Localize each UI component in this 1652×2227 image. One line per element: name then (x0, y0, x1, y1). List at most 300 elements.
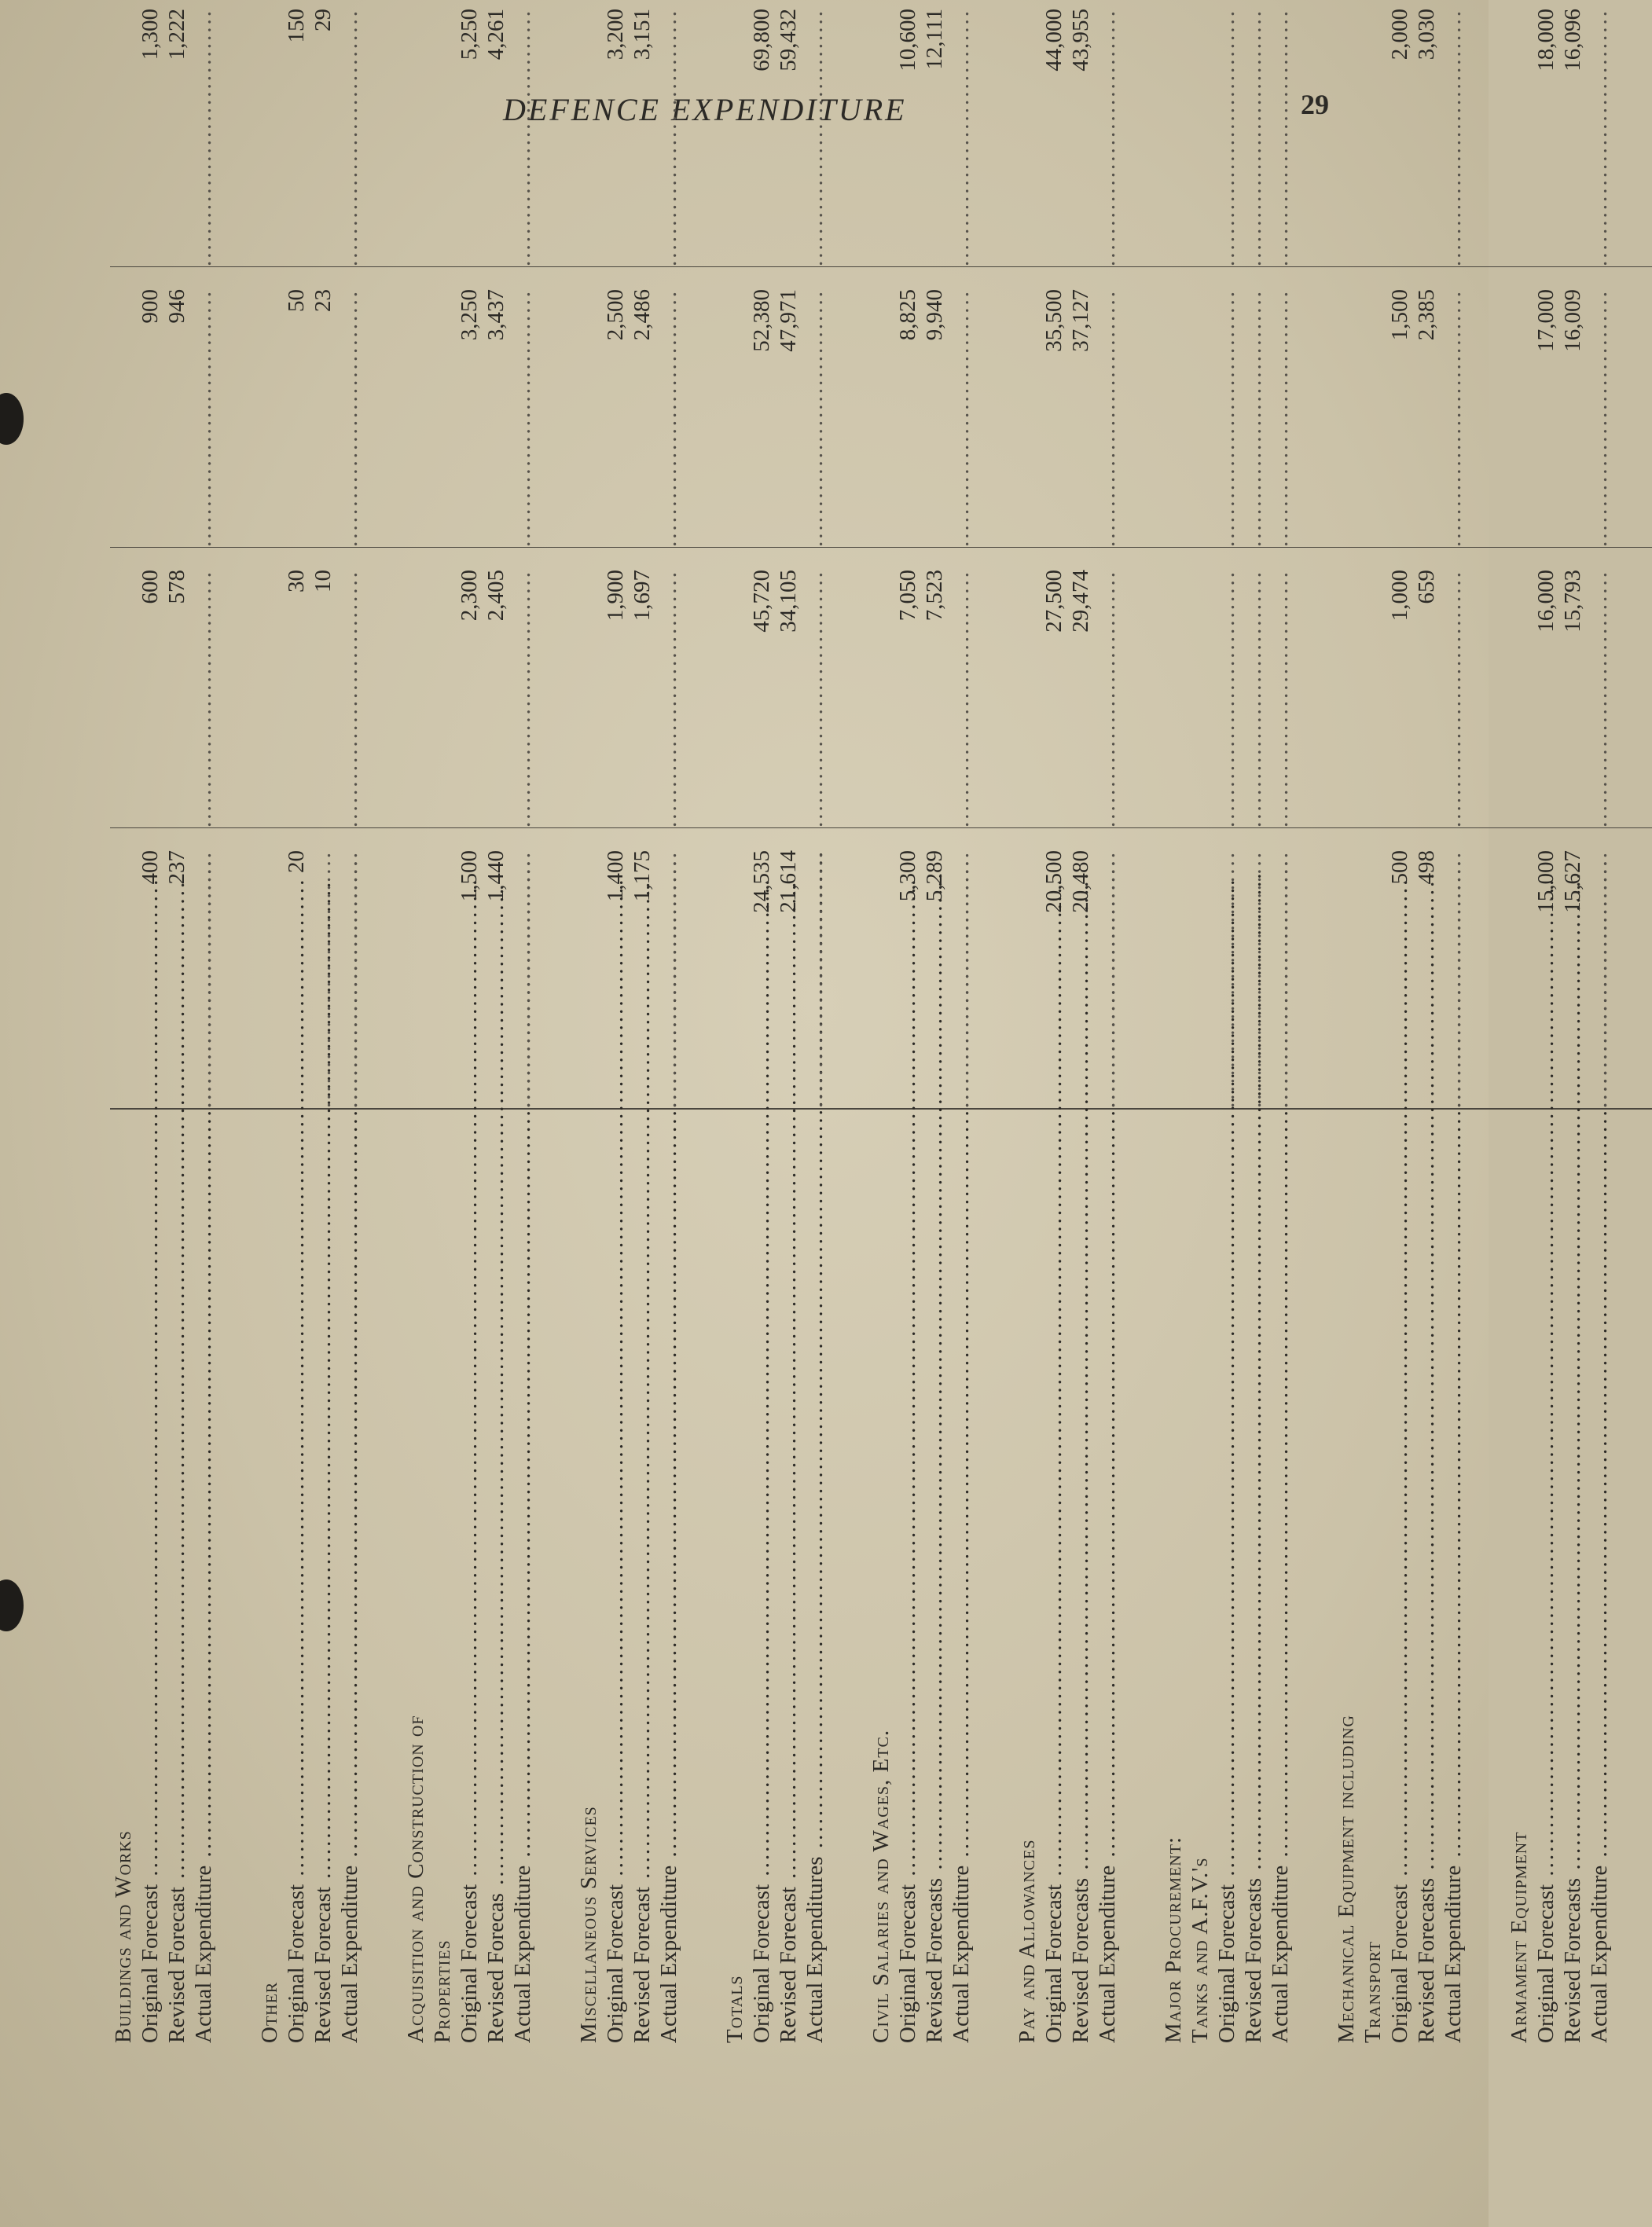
table-cell: 3,200 (603, 9, 628, 61)
group-header: Acquisition and Construction of (403, 1715, 428, 2043)
table-cell: 4,261 (483, 9, 508, 61)
group-header: Other (257, 1981, 282, 2043)
table-cell: 5,289 (922, 850, 947, 902)
header-spacer (402, 9, 429, 266)
group-values (1160, 570, 1333, 827)
table-cell: 600 (138, 570, 163, 604)
header-spacer (868, 570, 894, 827)
group-values (721, 850, 868, 1108)
table-cell: 1,400 (603, 850, 628, 902)
header-spacer (575, 570, 602, 827)
row-label-text: Actual Expenditure ..... (1268, 858, 1293, 2043)
table-cell: 2,486 (630, 289, 655, 341)
group-header: Buildings and Works (111, 1830, 136, 2043)
expenditure-table (110, 9, 1612, 2043)
dot-leader (1213, 850, 1240, 1108)
row-label (802, 1116, 828, 2043)
header-spacer (1360, 570, 1386, 827)
table-cell: 9,940 (922, 289, 947, 341)
group-header: Pay and Allowances (1015, 1839, 1040, 2043)
group-values (110, 850, 256, 1108)
group-values (721, 9, 868, 266)
header-spacer (256, 9, 283, 266)
row-label (1094, 1116, 1121, 2043)
table-cell: 15,627 (1560, 850, 1585, 913)
header-spacer (1160, 9, 1187, 266)
dot-leader (509, 289, 536, 547)
header-spacer (1160, 850, 1187, 1108)
header-spacer (429, 570, 456, 827)
dot-leader (1240, 570, 1267, 827)
table-cell: 3,437 (483, 289, 508, 341)
table-cell: 2,300 (457, 570, 482, 622)
dot-leader (802, 289, 828, 547)
dot-leader (336, 9, 363, 266)
header-spacer (1014, 570, 1041, 827)
table-cell: 3,151 (630, 9, 655, 61)
table-cell: 29,474 (1068, 570, 1093, 633)
dot-leader (655, 570, 682, 827)
row-label-text: Actual Expenditure ..... (337, 858, 362, 2043)
row-label (336, 1116, 363, 2043)
header-spacer (868, 289, 894, 547)
value-column (110, 0, 1652, 266)
header-spacer (721, 850, 748, 1108)
header-spacer (575, 9, 602, 266)
row-label (1440, 1116, 1467, 2043)
table-cell: 29 (310, 9, 336, 31)
row-label (602, 1116, 629, 2043)
table-cell: 400 (138, 850, 163, 885)
table-cell: 946 (164, 289, 189, 324)
group-values (1333, 9, 1506, 266)
table-cell: 69,800 (749, 9, 774, 72)
group-header: Tanks and A.F.V.'s (1188, 1857, 1213, 2043)
dot-leader (1586, 289, 1613, 547)
table-cell: 34,105 (776, 570, 801, 633)
row-label (483, 1116, 509, 2043)
header-spacer (868, 9, 894, 266)
group-header: Properties (430, 1939, 455, 2043)
row-label (1559, 1116, 1586, 2043)
header-spacer (1160, 570, 1187, 827)
table-grid (110, 9, 1652, 2043)
header-spacer (402, 850, 429, 1108)
group-values (256, 9, 402, 266)
dot-leader (336, 289, 363, 547)
dot-leader (655, 850, 682, 1108)
dot-leader (190, 9, 217, 266)
table-cell: 27,500 (1041, 570, 1066, 633)
dot-leader (1213, 9, 1240, 266)
header-spacer (1014, 289, 1041, 547)
table-cell: 237 (164, 850, 189, 885)
dot-leader (1240, 289, 1267, 547)
table-cell: 12,111 (922, 9, 947, 70)
dot-leader (1440, 850, 1467, 1108)
table-cell: 16,000 (1533, 570, 1558, 633)
header-spacer (721, 289, 748, 547)
group-values (868, 570, 1014, 827)
group-values (1014, 570, 1160, 827)
header-spacer (1187, 850, 1213, 1108)
group-values (256, 570, 402, 827)
group-labels (721, 1116, 868, 2043)
row-label (775, 1116, 802, 2043)
group-values (402, 9, 575, 266)
group-values (402, 850, 575, 1108)
binder-hole (0, 1579, 24, 1631)
row-label-text: Revised Forecasts ..... (1068, 871, 1093, 2043)
dot-leader (310, 850, 336, 1108)
row-label (456, 1116, 483, 2043)
group-values (256, 850, 402, 1108)
dot-leader (1213, 289, 1240, 547)
row-label-text: Original Forecast ..... (138, 878, 163, 2043)
row-label-text: Actual Expenditure ..... (1095, 858, 1120, 2043)
header-spacer (575, 289, 602, 547)
group-values (575, 9, 721, 266)
group-labels (868, 1116, 1014, 2043)
dot-leader (1267, 850, 1294, 1108)
dot-leader (1586, 850, 1613, 1108)
header-spacer (1506, 9, 1533, 266)
group-values (721, 570, 868, 827)
group-header: Civil Salaries and Wages, Etc. (868, 1729, 894, 2043)
table-cell: 1,440 (483, 850, 508, 902)
row-label-text: Actual Expenditure ..... (1587, 858, 1612, 2043)
group-labels (1506, 1116, 1652, 2043)
group-values (575, 289, 721, 547)
dot-leader (1240, 850, 1267, 1108)
table-cell: 1,222 (164, 9, 189, 61)
row-label-text: Revised Forecas ..... (483, 886, 508, 2043)
group-labels (110, 1116, 256, 2043)
table-cell: 15,000 (1533, 850, 1558, 913)
group-labels (1160, 1116, 1333, 2043)
row-label-text: Revised Forecast ..... (310, 880, 336, 2043)
dot-leader (948, 289, 975, 547)
row-label-text: Actual Expenditure ..... (191, 858, 216, 2043)
value-column (110, 266, 1652, 547)
row-label (283, 1116, 310, 2043)
dot-leader (1586, 9, 1613, 266)
table-cell: 21,614 (776, 850, 801, 913)
header-spacer (1506, 850, 1533, 1108)
row-label (1240, 1116, 1267, 2043)
group-values (1014, 9, 1160, 266)
group-labels (575, 1116, 721, 2043)
row-label (1067, 1116, 1094, 2043)
row-label-text: Revised Forecast ..... (776, 880, 801, 2043)
row-label-text: Original Forecast ..... (1041, 878, 1066, 2043)
row-label-text: Original Forecast ..... (895, 878, 920, 2043)
group-values (1506, 850, 1652, 1108)
dot-leader (1094, 289, 1121, 547)
dot-leader (802, 570, 828, 827)
group-values (1333, 289, 1506, 547)
table-cell: 3,030 (1414, 9, 1439, 61)
group-values (1506, 9, 1652, 266)
dot-leader (1094, 850, 1121, 1108)
header-spacer (429, 850, 456, 1108)
row-label-text: Revised Forecasts ..... (1414, 871, 1439, 2043)
group-values (110, 570, 256, 827)
header-spacer (1014, 9, 1041, 266)
table-cell: 10 (310, 570, 336, 593)
header-spacer (1333, 850, 1360, 1108)
dot-leader (190, 850, 217, 1108)
group-header: Totals (722, 1975, 747, 2043)
header-spacer (721, 9, 748, 266)
dot-leader (655, 289, 682, 547)
table-cell: 5,250 (457, 9, 482, 61)
header-spacer (256, 850, 283, 1108)
group-header: Miscellaneous Services (576, 1806, 601, 2043)
header-spacer (1360, 9, 1386, 266)
table-cell: 17,000 (1533, 289, 1558, 352)
header-spacer (110, 850, 137, 1108)
table-cell: 20,500 (1041, 850, 1066, 913)
row-label-text: Original Forecast ..... (284, 878, 309, 2043)
table-cell: 659 (1414, 570, 1439, 604)
group-values (1160, 850, 1333, 1108)
table-cell: 1,000 (1387, 570, 1412, 622)
row-label-text: Revised Forecasts ..... (922, 871, 947, 2043)
page-title: DEFENCE EXPENDITURE (503, 92, 907, 127)
group-values (402, 289, 575, 547)
table-cell: 150 (284, 9, 309, 43)
table-cell: 498 (1414, 850, 1439, 885)
header-spacer (402, 289, 429, 547)
table-cell: 35,500 (1041, 289, 1066, 352)
header-spacer (1014, 850, 1041, 1108)
table-cell: 59,432 (776, 9, 801, 72)
row-label-text: Actual Expenditure ..... (949, 858, 974, 2043)
table-cell: 1,697 (630, 570, 655, 622)
table-cell: 20 (284, 850, 309, 873)
row-label-text: Revised Forecast ..... (630, 880, 655, 2043)
row-label-text: Revised Forecast ..... (164, 880, 189, 2043)
header-spacer (575, 850, 602, 1108)
header-spacer (721, 570, 748, 827)
row-label-text: Actual Expenditure ..... (510, 858, 535, 2043)
group-values (721, 289, 868, 547)
table-cell: 16,009 (1560, 289, 1585, 352)
group-values (868, 850, 1014, 1108)
row-label (190, 1116, 217, 2043)
dot-leader (190, 570, 217, 827)
table-cell: 20,480 (1068, 850, 1093, 913)
header-spacer (1333, 289, 1360, 547)
table-cell: 45,720 (749, 570, 774, 633)
group-values (1506, 289, 1652, 547)
header-spacer (110, 570, 137, 827)
table-cell: 1,500 (1387, 289, 1412, 341)
table-cell: 23 (310, 289, 336, 312)
row-labels-column (110, 1108, 1652, 2043)
table-cell: 7,050 (895, 570, 920, 622)
dot-leader (948, 9, 975, 266)
row-label-text: Actual Expenditure ..... (656, 858, 681, 2043)
row-label (1041, 1116, 1067, 2043)
header-spacer (429, 289, 456, 547)
dot-leader (190, 289, 217, 547)
group-values (868, 289, 1014, 547)
header-spacer (256, 570, 283, 827)
row-label (1386, 1116, 1413, 2043)
header-spacer (1360, 289, 1386, 547)
table-cell: 1,300 (138, 9, 163, 61)
dot-leader (655, 9, 682, 266)
row-label (921, 1116, 948, 2043)
table-cell: 18,000 (1533, 9, 1558, 72)
page-number: 29 (1301, 89, 1329, 120)
row-label (948, 1116, 975, 2043)
row-label (629, 1116, 655, 2043)
group-values (1160, 289, 1333, 547)
row-label (509, 1116, 536, 2043)
dot-leader (1267, 570, 1294, 827)
header-spacer (1506, 289, 1533, 547)
dot-leader (1440, 289, 1467, 547)
table-cell: 500 (1387, 850, 1412, 885)
dot-leader (1440, 570, 1467, 827)
group-values (110, 289, 256, 547)
value-column (110, 827, 1652, 1108)
table-cell: 43,955 (1068, 9, 1093, 72)
row-label-text: Revised Forecasts ..... (1241, 871, 1266, 2043)
row-label-text: Original Forecast ..... (1214, 878, 1239, 2043)
dot-leader (509, 850, 536, 1108)
table-cell: 7,523 (922, 570, 947, 622)
dot-leader (509, 570, 536, 827)
group-values (1333, 850, 1506, 1108)
table-cell: 900 (138, 289, 163, 324)
dot-leader (948, 570, 975, 827)
row-label-text: Original Forecast ..... (603, 878, 628, 2043)
dot-leader (948, 850, 975, 1108)
group-values (1014, 850, 1160, 1108)
table-cell: 8,825 (895, 289, 920, 341)
row-label (1413, 1116, 1440, 2043)
header-spacer (429, 9, 456, 266)
header-spacer (868, 850, 894, 1108)
dot-leader (1213, 570, 1240, 827)
row-label (163, 1116, 190, 2043)
row-label (1213, 1116, 1240, 2043)
group-header: Transport (1360, 1941, 1386, 2043)
header-spacer (1506, 570, 1533, 827)
value-column (110, 547, 1652, 827)
table-cell: 578 (164, 570, 189, 604)
table-cell: 47,971 (776, 289, 801, 352)
dot-leader (1440, 9, 1467, 266)
table-cell: 16,096 (1560, 9, 1585, 72)
table-cell: 5,300 (895, 850, 920, 902)
header-spacer (110, 289, 137, 547)
dot-leader (1094, 9, 1121, 266)
header-spacer (402, 570, 429, 827)
header-spacer (1187, 570, 1213, 827)
dot-leader (802, 850, 828, 1108)
group-values (575, 850, 721, 1108)
row-label (894, 1116, 921, 2043)
header-spacer (1360, 850, 1386, 1108)
header-spacer (256, 289, 283, 547)
dot-leader (509, 9, 536, 266)
group-values (110, 9, 256, 266)
dot-leader (1240, 9, 1267, 266)
table-cell: 37,127 (1068, 289, 1093, 352)
group-labels (1014, 1116, 1160, 2043)
binder-hole (0, 393, 24, 445)
dot-leader (802, 9, 828, 266)
group-labels (1333, 1116, 1506, 2043)
table-cell: 3,250 (457, 289, 482, 341)
table-cell: 10,600 (895, 9, 920, 72)
table-cell: 1,175 (630, 850, 655, 902)
group-values (868, 9, 1014, 266)
header-spacer (1333, 570, 1360, 827)
group-values (1160, 9, 1333, 266)
table-cell: 2,000 (1387, 9, 1412, 61)
table-cell: 52,380 (749, 289, 774, 352)
table-cell: 24,535 (749, 850, 774, 913)
group-labels (402, 1116, 575, 2043)
table-cell: 44,000 (1041, 9, 1066, 72)
row-label-text: Original Forecast ..... (1387, 878, 1412, 2043)
group-values (1333, 570, 1506, 827)
group-values (402, 570, 575, 827)
group-values (1014, 289, 1160, 547)
row-label-text: Original Forecast ..... (1533, 878, 1558, 2043)
row-label (748, 1116, 775, 2043)
row-label-text: Original Forecast ..... (749, 878, 774, 2043)
row-label (1586, 1116, 1613, 2043)
table-cell: 50 (284, 289, 309, 312)
group-labels (256, 1116, 402, 2043)
group-values (575, 570, 721, 827)
row-label-text: Revised Forecasts ..... (1560, 871, 1585, 2043)
group-header: Major Procurement: (1161, 1836, 1186, 2043)
table-cell: 2,500 (603, 289, 628, 341)
row-label-text: Actual Expenditures ..... (802, 849, 828, 2043)
table-cell: 2,405 (483, 570, 508, 622)
header-spacer (1160, 289, 1187, 547)
group-values (1506, 570, 1652, 827)
row-label (137, 1116, 163, 2043)
dot-leader (1267, 9, 1294, 266)
row-label (1267, 1116, 1294, 2043)
dot-leader (336, 850, 363, 1108)
row-label (310, 1116, 336, 2043)
group-header: Armament Equipment (1507, 1831, 1532, 2043)
dot-leader (336, 570, 363, 827)
header-spacer (1187, 289, 1213, 547)
header-spacer (1333, 9, 1360, 266)
table-cell: 2,385 (1414, 289, 1439, 341)
row-label (1533, 1116, 1559, 2043)
dot-leader (1586, 570, 1613, 827)
group-header: Mechanical Equipment including (1334, 1715, 1359, 2043)
table-cell: 1,500 (457, 850, 482, 902)
header-spacer (1187, 9, 1213, 266)
table-cell: 30 (284, 570, 309, 593)
header-spacer (110, 9, 137, 266)
group-values (256, 289, 402, 547)
dot-leader (1094, 570, 1121, 827)
